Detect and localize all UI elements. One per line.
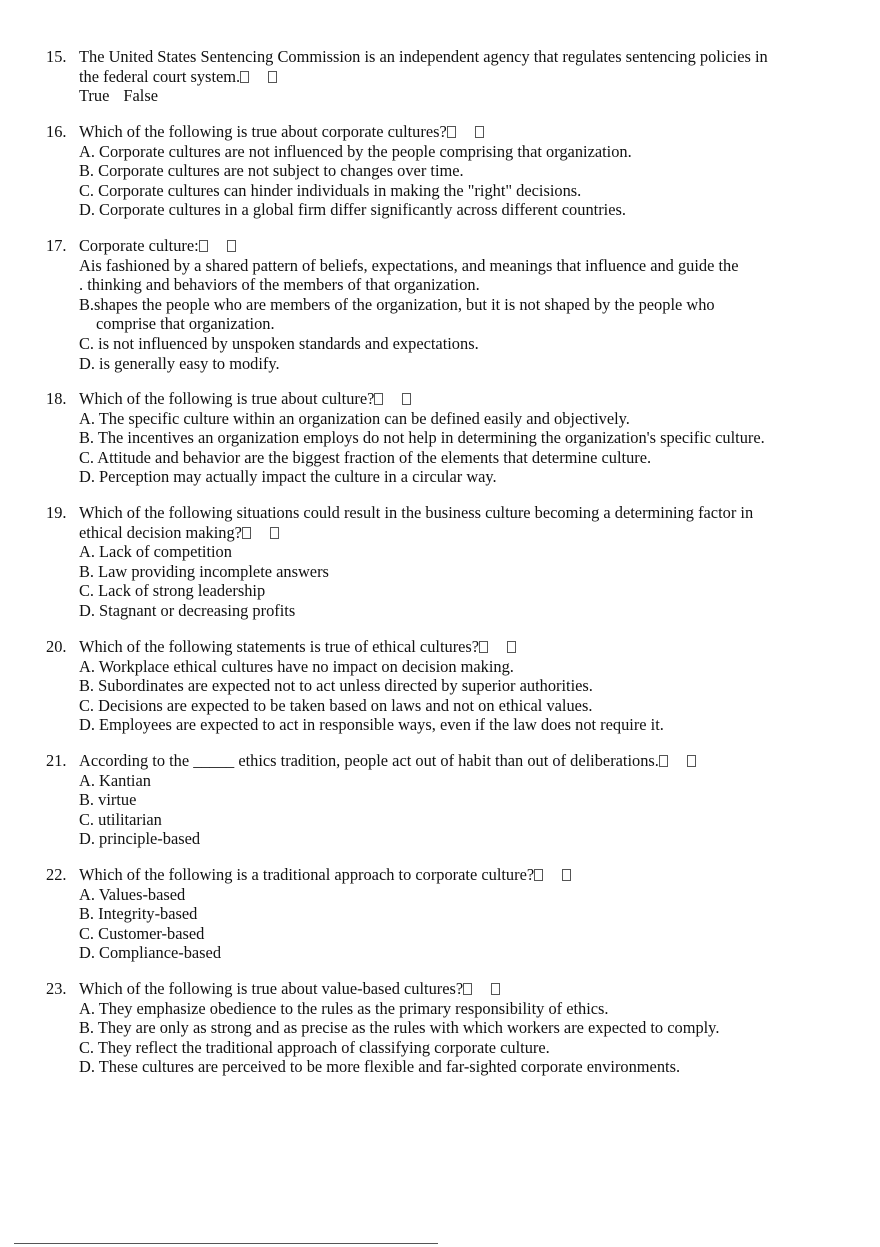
question-16: [46, 122, 846, 220]
answer-option[interactable]: C. Customer-based: [79, 923, 205, 943]
question-number: 17.: [46, 236, 67, 255]
question-number: 19.: [46, 503, 67, 522]
question-number: 23.: [46, 979, 67, 998]
answer-option[interactable]: A. Kantian: [79, 770, 151, 790]
question-stem-line: The United States Sentencing Commission is an independent agency that regulates sentencing policies in: [79, 47, 768, 66]
question-stem-line: Which of the following is true about value-based cultures?: [79, 979, 846, 999]
checkbox-icon[interactable]: [199, 240, 208, 252]
question-stem-line: ethical decision making?: [79, 523, 846, 543]
answer-option[interactable]: D. is generally easy to modify.: [79, 353, 280, 373]
answer-option[interactable]: A. They emphasize obedience to the rules as the primary responsibility of ethics.: [79, 998, 609, 1018]
true-option[interactable]: True: [79, 86, 110, 106]
question-number: 20.: [46, 637, 67, 656]
question-19: [46, 503, 846, 621]
answer-option[interactable]: B. They are only as strong and as precise as the rules with which workers are expected to comply.: [79, 1018, 720, 1038]
false-option[interactable]: False: [123, 86, 158, 106]
checkbox-icon[interactable]: [268, 71, 277, 83]
answer-option[interactable]: A. Lack of competition: [79, 542, 232, 562]
checkbox-icon[interactable]: [659, 755, 668, 767]
question-number: 15.: [46, 47, 67, 66]
question-number: 22.: [46, 865, 67, 884]
checkbox-icon[interactable]: [227, 240, 236, 252]
question-stem-line: Corporate culture:: [79, 236, 846, 256]
question-15: [46, 47, 846, 106]
checkbox-icon[interactable]: [374, 393, 383, 405]
answer-option[interactable]: B.shapes the people who are members of the organization, but it is not shaped by the people who: [79, 294, 715, 314]
answer-option[interactable]: C. Decisions are expected to be taken based on laws and not on ethical values.: [79, 695, 593, 715]
footnote-divider: [14, 1243, 438, 1244]
question-stem-line: According to the _____ ethics tradition, people act out of habit than out of deliberations.: [79, 751, 846, 771]
answer-option[interactable]: A. Values-based: [79, 884, 186, 904]
answer-option[interactable]: Ais fashioned by a shared pattern of beliefs, expectations, and meanings that influence and guide the: [79, 255, 739, 275]
answer-option[interactable]: B. The incentives an organization employs do not help in determining the organization's specific culture.: [79, 428, 765, 448]
answer-option[interactable]: C. Attitude and behavior are the biggest fraction of the elements that determine culture.: [79, 447, 652, 467]
answer-option[interactable]: C. Lack of strong leadership: [79, 581, 266, 601]
answer-option[interactable]: D. principle-based: [79, 829, 201, 849]
question-17: [46, 236, 846, 373]
question-stem-line: Which of the following situations could result in the business culture becoming a determining factor in: [79, 503, 754, 522]
question-20: [46, 637, 846, 735]
question-18: [46, 389, 846, 487]
checkbox-icon[interactable]: [475, 126, 484, 138]
answer-option[interactable]: B. Corporate cultures are not subject to changes over time.: [79, 161, 464, 181]
checkbox-icon[interactable]: [479, 641, 488, 653]
answer-option[interactable]: D. Perception may actually impact the culture in a circular way.: [79, 467, 497, 487]
answer-option[interactable]: B. Subordinates are expected not to act unless directed by superior authorities.: [79, 676, 593, 696]
checkbox-icon[interactable]: [447, 126, 456, 138]
answer-option[interactable]: A. The specific culture within an organization can be defined easily and objectively.: [79, 408, 630, 428]
question-stem-line: Which of the following is a traditional approach to corporate culture?: [79, 865, 846, 885]
question-stem-line: Which of the following is true about culture?: [79, 389, 846, 409]
checkbox-icon[interactable]: [240, 71, 249, 83]
question-number: 16.: [46, 122, 67, 141]
answer-option[interactable]: B. Law providing incomplete answers: [79, 561, 329, 581]
question-stem-line: Which of the following is true about corporate cultures?: [79, 122, 846, 142]
answer-option[interactable]: A. Workplace ethical cultures have no impact on decision making.: [79, 656, 514, 676]
answer-option[interactable]: A. Corporate cultures are not influenced by the people comprising that organization.: [79, 141, 632, 161]
question-23: [46, 979, 846, 1077]
question-stem-line: Which of the following statements is true of ethical cultures?: [79, 637, 846, 657]
answer-option[interactable]: B. Integrity-based: [79, 904, 198, 924]
answer-option[interactable]: C. utilitarian: [79, 809, 162, 829]
checkbox-icon[interactable]: [687, 755, 696, 767]
checkbox-icon[interactable]: [534, 869, 543, 881]
question-21: [46, 751, 846, 849]
checkbox-icon[interactable]: [270, 527, 279, 539]
checkbox-icon[interactable]: [562, 869, 571, 881]
checkbox-icon[interactable]: [463, 983, 472, 995]
checkbox-icon[interactable]: [507, 641, 516, 653]
answer-option[interactable]: D. Compliance-based: [79, 943, 222, 963]
answer-option-continuation: . thinking and behaviors of the members of that organization.: [79, 275, 480, 295]
answer-option[interactable]: D. Stagnant or decreasing profits: [79, 600, 296, 620]
answer-option[interactable]: B. virtue: [79, 790, 137, 810]
answer-option[interactable]: D. These cultures are perceived to be more flexible and far-sighted corporate environments.: [79, 1057, 681, 1077]
checkbox-icon[interactable]: [491, 983, 500, 995]
checkbox-icon[interactable]: [402, 393, 411, 405]
question-number: 18.: [46, 389, 67, 408]
question-22: [46, 865, 846, 963]
answer-option[interactable]: D. Employees are expected to act in responsible ways, even if the law does not require it.: [79, 715, 664, 735]
question-number: 21.: [46, 751, 67, 770]
answer-option[interactable]: C. Corporate cultures can hinder individuals in making the "right" decisions.: [79, 180, 582, 200]
answer-option[interactable]: D. Corporate cultures in a global firm differ significantly across different countries.: [79, 200, 626, 220]
answer-option[interactable]: C. They reflect the traditional approach of classifying corporate culture.: [79, 1037, 550, 1057]
checkbox-icon[interactable]: [242, 527, 251, 539]
true-false-options: [79, 86, 846, 106]
answer-option[interactable]: C. is not influenced by unspoken standards and expectations.: [79, 333, 479, 353]
answer-option-continuation: comprise that organization.: [96, 314, 275, 334]
question-stem-line: the federal court system.: [79, 67, 846, 87]
